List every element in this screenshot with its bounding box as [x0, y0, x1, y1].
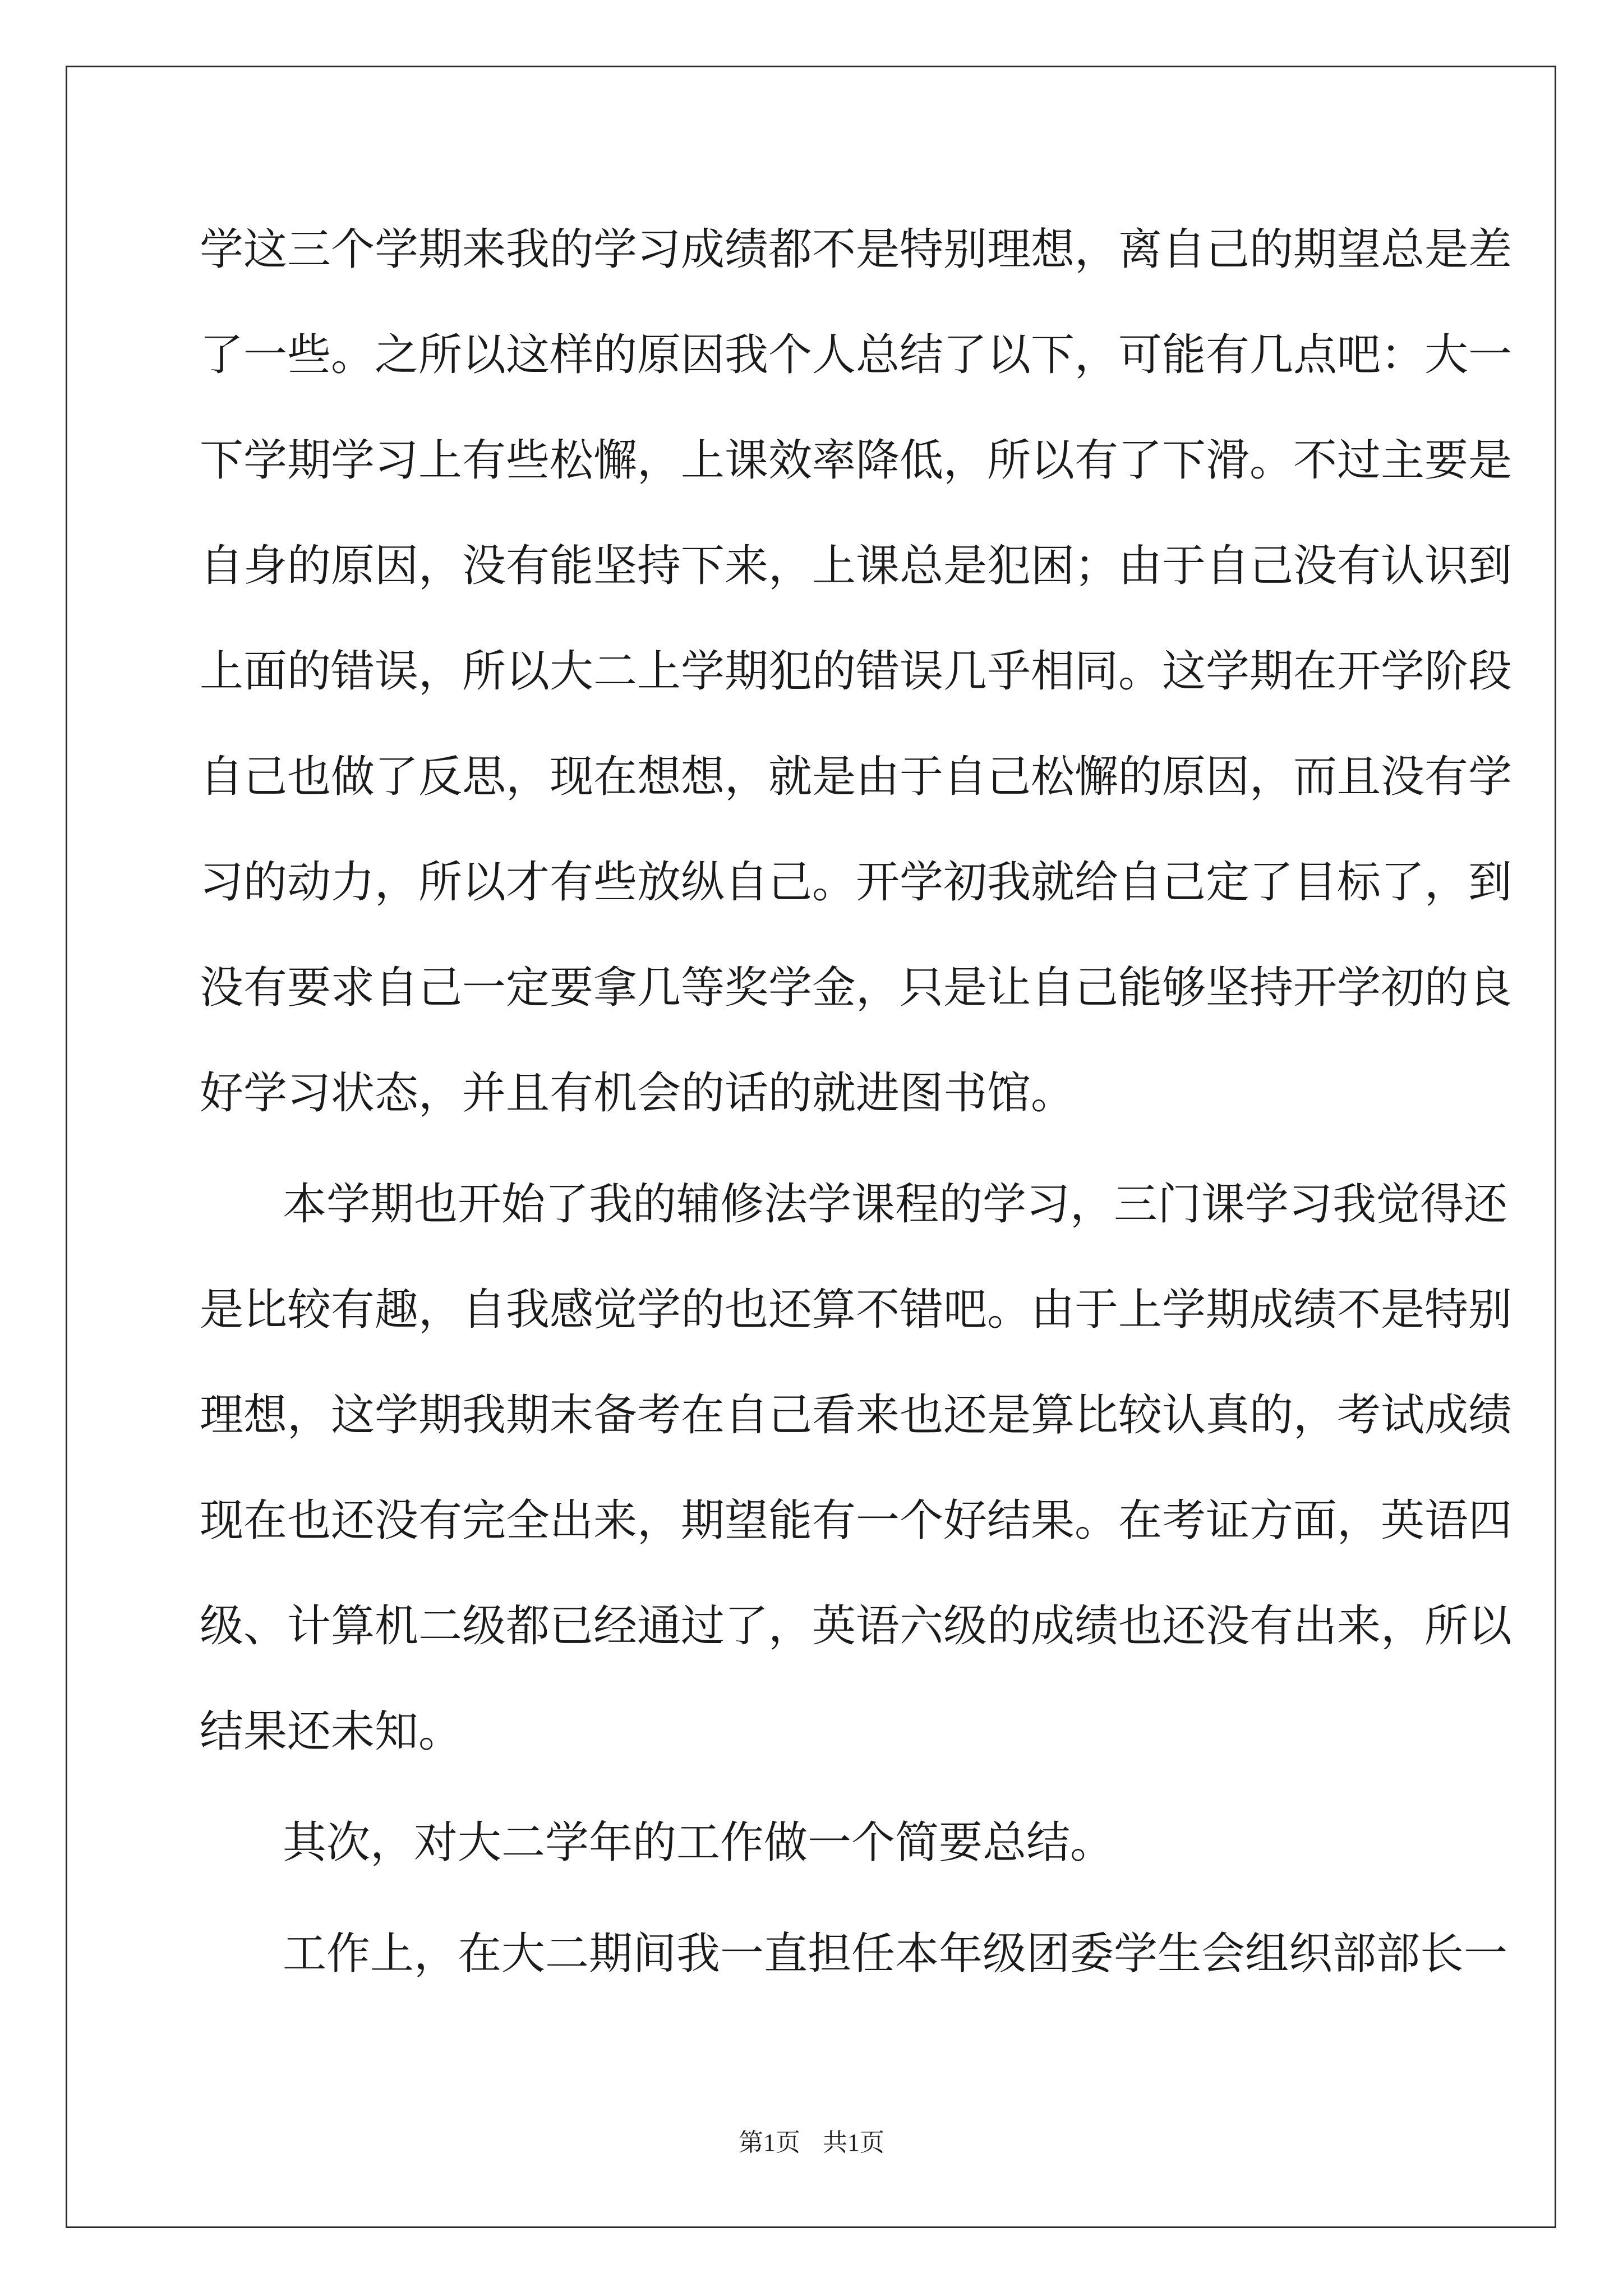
paragraph-line: 工作上，在大二期间我一直担任本年级团委学生会组织部部长一	[283, 1929, 1508, 1979]
paragraph-line: 结果还未知。	[200, 1706, 463, 1757]
paragraph-line: 没有要求自己一定要拿几等奖学金，只是让自己能够坚持开学初的良	[200, 963, 1513, 1013]
page-footer	[0, 2126, 1623, 2160]
paragraph-line: 自己也做了反思，现在想想，就是由于自己松懈的原因，而且没有学	[200, 752, 1513, 802]
paragraph-line: 现在也还没有完全出来，期望能有一个好结果。在考证方面，英语四	[200, 1496, 1513, 1546]
page-border	[66, 66, 1556, 2228]
paragraph-line: 本学期也开始了我的辅修法学课程的学习，三门课学习我觉得还	[283, 1179, 1508, 1230]
paragraph-line: 是比较有趣，自我感觉学的也还算不错吧。由于上学期成绩不是特别	[200, 1285, 1513, 1335]
paragraph-line: 了一些。之所以这样的原因我个人总结了以下，可能有几点吧：大一	[200, 330, 1513, 380]
paragraph-line: 上面的错误，所以大二上学期犯的错误几乎相同。这学期在开学阶段	[200, 646, 1513, 697]
paragraph-line: 学这三个学期来我的学习成绩都不是特别理想，离自己的期望总是差	[200, 224, 1513, 275]
paragraph-line: 级、计算机二级都已经通过了，英语六级的成绩也还没有出来，所以	[200, 1601, 1513, 1651]
paragraph-line: 下学期学习上有些松懈，上课效率降低，所以有了下滑。不过主要是	[200, 435, 1513, 486]
paragraph-line: 习的动力，所以才有些放纵自己。开学初我就给自己定了目标了，到	[200, 857, 1513, 908]
page-number: 第1页	[739, 2129, 800, 2156]
paragraph-line: 理想，这学期我期末备考在自己看来也还是算比较认真的，考试成绩	[200, 1390, 1513, 1441]
page-total: 共1页	[823, 2129, 884, 2156]
paragraph-line: 自身的原因，没有能坚持下来，上课总是犯困；由于自己没有认识到	[200, 541, 1513, 591]
paragraph-line: 好学习状态，并且有机会的话的就进图书馆。	[200, 1068, 1075, 1119]
paragraph-line: 其次，对大二学年的工作做一个简要总结。	[283, 1818, 1114, 1868]
